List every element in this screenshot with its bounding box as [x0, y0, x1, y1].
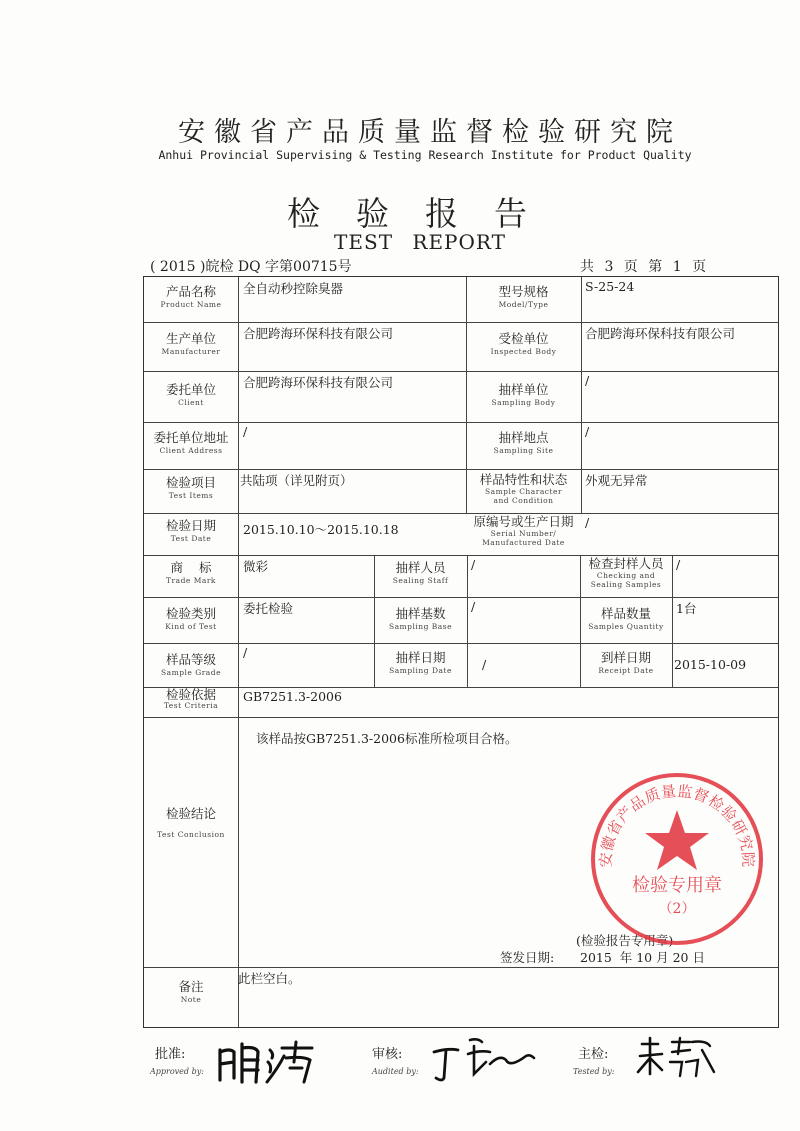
manufacturer-label: 生产单位 [165, 331, 216, 346]
test-criteria-label: 检验依据 [165, 687, 216, 702]
model-label: 型号规格 [498, 284, 549, 299]
client-address-value: / [243, 424, 248, 439]
seal-center-text: 检验专用章 [632, 875, 722, 896]
trade-mark-value: 微彩 [243, 559, 269, 574]
test-conclusion-value: 该样品按GB7251.3-2006标准所检项目合格。 [256, 731, 518, 746]
approved-signature [212, 1038, 322, 1088]
inspected-body-value: 合肥跨海环保科技有限公司 [585, 326, 736, 341]
seal-number: （2） [658, 901, 696, 917]
test-items-label: 检验项目 [165, 475, 216, 490]
client-address-label: 委托单位地址 [153, 430, 229, 445]
sealing-staff-value: / [471, 557, 476, 572]
sample-grade-value: / [243, 645, 248, 660]
organization-name-cn: 安徽省产品质量监督检验研究院 [178, 117, 682, 148]
sampling-site-value: / [585, 424, 590, 439]
kind-of-test-label: 检验类别 [165, 606, 216, 621]
audited-label: 审核: [372, 1047, 403, 1062]
page-info: 共 3 页 第 1 页 [580, 259, 707, 275]
serial-number-value: / [585, 515, 590, 530]
issue-date-label: 签发日期: [500, 950, 555, 965]
manufacturer-value: 合肥跨海环保科技有限公司 [243, 326, 394, 341]
approved-label-en: Approved by: [150, 1067, 204, 1076]
kind-of-test-value: 委托检验 [243, 601, 294, 616]
audited-signature [430, 1034, 540, 1084]
audited-label-en: Audited by: [372, 1067, 419, 1076]
tested-label: 主检: [578, 1047, 609, 1062]
test-date-value: 2015.10.10～2015.10.18 [243, 522, 399, 537]
sampling-date-value: / [482, 657, 487, 672]
client-label: 委托单位 [165, 382, 216, 397]
sample-grade-label: 样品等级 [165, 652, 216, 667]
star-icon [645, 810, 709, 870]
seal-ring-text: 安徽省产品质量监督检验研究院 [596, 781, 758, 868]
client-value: 合肥跨海环保科技有限公司 [243, 375, 394, 390]
trade-mark-label: 商 标 [170, 560, 212, 575]
test-items-value: 共陆项（详见附页） [240, 473, 353, 488]
samples-quantity-value: 1台 [676, 601, 697, 616]
sampling-body-label: 抽样单位 [498, 382, 549, 397]
sampling-base-value: / [471, 599, 476, 614]
test-conclusion-label: 检验结论 [165, 806, 216, 821]
issue-date-value: 2015 年 10 月 20 日 [580, 950, 705, 965]
organization-name-en: Anhui Provincial Supervising & Testing Research Institute for Product Quality [158, 148, 692, 162]
sampling-body-value: / [585, 373, 590, 388]
sampling-date-label: 抽样日期 [395, 650, 446, 665]
seal-note: (检验报告专用章) [576, 933, 674, 948]
samples-quantity-label: 样品数量 [600, 606, 651, 621]
product-name-label: 产品名称 [165, 284, 216, 299]
test-date-label: 检验日期 [165, 518, 216, 533]
sample-character-label: 样品特性和状态 [479, 472, 568, 487]
test-criteria-value: GB7251.3-2006 [243, 689, 342, 704]
report-number: ( 2015 )皖检 DQ 字第00715号 [150, 259, 352, 275]
checking-sealing-label: 检查封样人员 [588, 556, 664, 571]
receipt-date-label: 到样日期 [600, 650, 651, 665]
receipt-date-value: 2015-10-09 [674, 657, 747, 672]
serial-number-label: 原编号或生产日期 [473, 514, 574, 529]
official-seal [588, 770, 766, 948]
note-value: 此栏空白。 [238, 971, 301, 986]
approved-label: 批准: [155, 1047, 186, 1062]
checking-sealing-value: / [676, 557, 681, 572]
sampling-site-label: 抽样地点 [498, 430, 549, 445]
sealing-staff-label: 抽样人员 [395, 560, 446, 575]
sampling-base-label: 抽样基数 [395, 606, 446, 621]
report-table: 产品名称 Product Name 全自动秒控除臭器 型号规格 Model/Type S-25-24 生产单位 Manufacturer 合肥跨海环保科技有限公司 受检单位 Inspected Body 合肥跨海环保科技有限公司 委托单位 Client 合肥跨海环保科技有限公司 抽样单位 Sampling Body / 委托单位地址 Client Address / 抽样地点 Sampling Site / 检验项目 Test Items 共陆项（详见附页） 样品特性和状态 Sample Character and Condition 外观无异常 检验日期 Test Date 2015.10.10～2015.10.18 原编号或生产日期 Serial Number/ Manufactured Date / 商 标 Trade Mark 微彩 抽样人员 Sealing Staff / 检查封样人员 Checking and Sealing Samples / 检验类别 Kind of Test 委托检验 抽样基数 Sampling Base / 样品数量 Samples Quantity 1台 样品等级 Sample Grade / 抽样日期 Sampling Date / 到样日期 Receipt Date 2015-10-09 检验依据 Test Criteria GB7251.3-2006 检验结论 Test Conclusion 该样品按GB7251.3-2006标准所检项目合格。 (检验报告专用章) 签发日期: 2015 年 10 月 20 日 备注 Note 此栏空白。 [143, 276, 779, 1028]
tested-label-en: Tested by: [573, 1067, 615, 1076]
report-title-en: TEST REPORT [334, 230, 506, 254]
tested-signature [632, 1034, 722, 1084]
sample-character-value: 外观无异常 [585, 473, 648, 488]
product-name-value: 全自动秒控除臭器 [243, 281, 344, 296]
model-value: S-25-24 [585, 279, 635, 294]
inspected-body-label: 受检单位 [498, 331, 549, 346]
note-label: 备注 [178, 979, 204, 994]
report-title-cn: 检验报告 [287, 194, 563, 233]
